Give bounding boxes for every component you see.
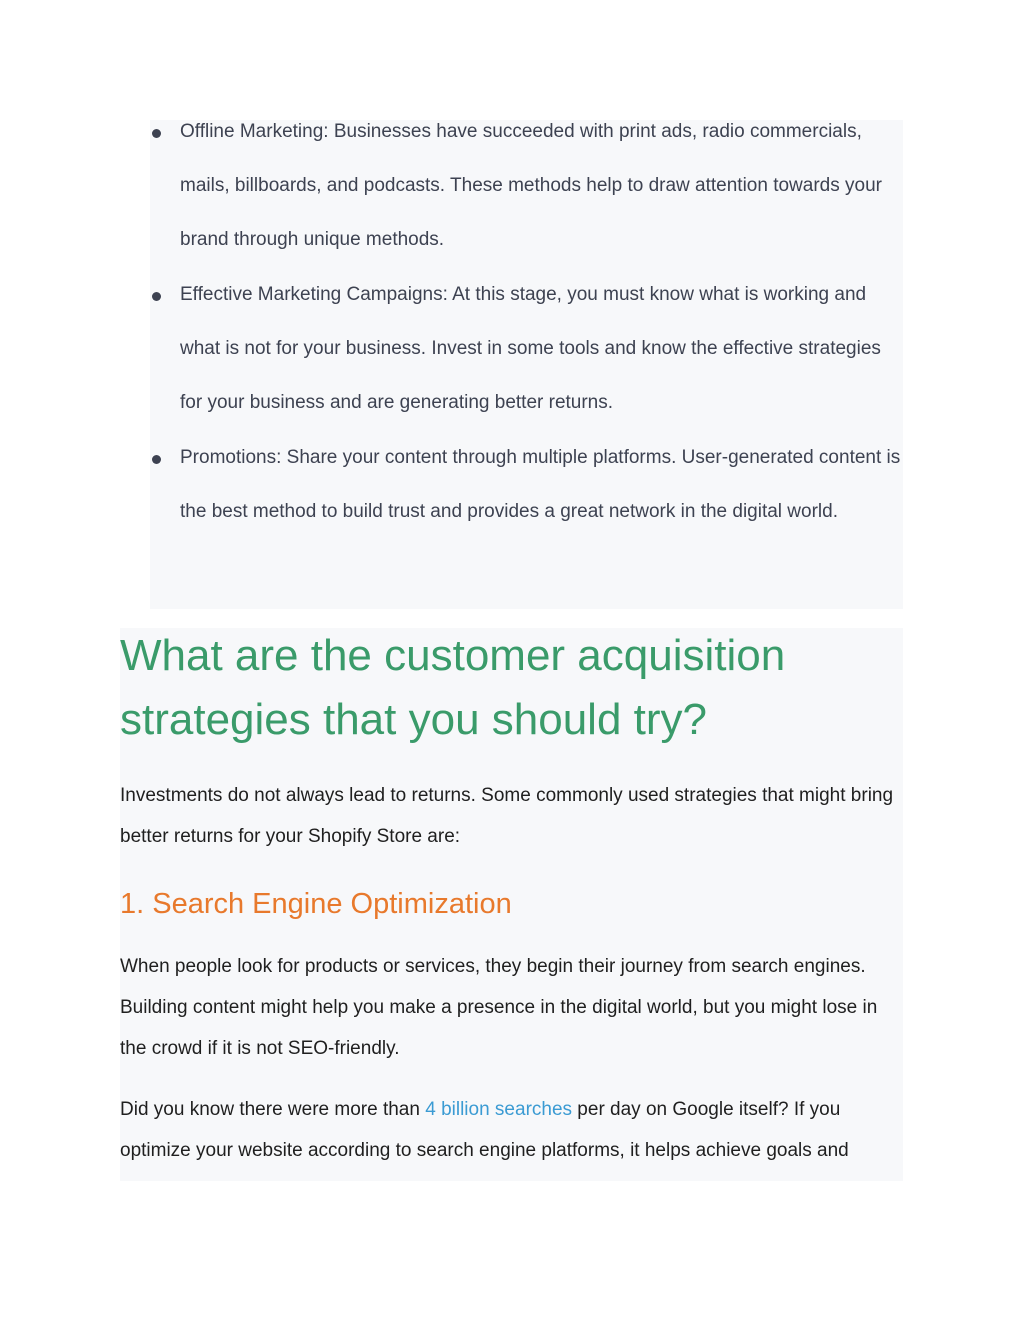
content-section — [120, 628, 903, 1181]
searches-paragraph — [120, 1089, 903, 1171]
list-item-text: Offline Marketing: Businesses have succeeded with print ads, radio commercials, mails, billboards, and podcasts. These methods help to draw attention towards your brand through unique methods. — [180, 121, 882, 251]
intro-paragraph: Investments do not always lead to returns. Some commonly used strategies that might bring better returns for your Shopify Store are: — [120, 785, 894, 847]
bullet-icon — [152, 292, 161, 301]
paragraph-text: Did you know there were more than — [120, 1099, 426, 1120]
bullet-icon — [152, 455, 161, 464]
bullet-list — [150, 120, 903, 609]
seo-subheading: 1. Search Engine Optimization — [120, 888, 512, 920]
list-item-text: Effective Marketing Campaigns: At this stage, you must know what is working and what is not for your business. Invest in some tools and know the effective strategies for your business and are generating better returns. — [180, 284, 881, 414]
list-item-text: Promotions: Share your content through multiple platforms. User-generated content is the best method to build trust and provides a great network in the digital world. — [180, 447, 901, 523]
paragraph-text: per day on Google itself? If you optimize your website according to search engine platforms, it helps achieve goals and — [120, 1099, 849, 1161]
billion-searches-link[interactable]: 4 billion searches — [425, 1099, 573, 1120]
seo-paragraph: When people look for products or services, they begin their journey from search engines. Building content might help you make a presence in the digital world, but you might lose in the crowd if it is not SEO-friendly. — [120, 956, 878, 1059]
section-heading: What are the customer acquisition strategies that you should try? — [120, 631, 786, 744]
bullet-icon — [152, 129, 161, 138]
